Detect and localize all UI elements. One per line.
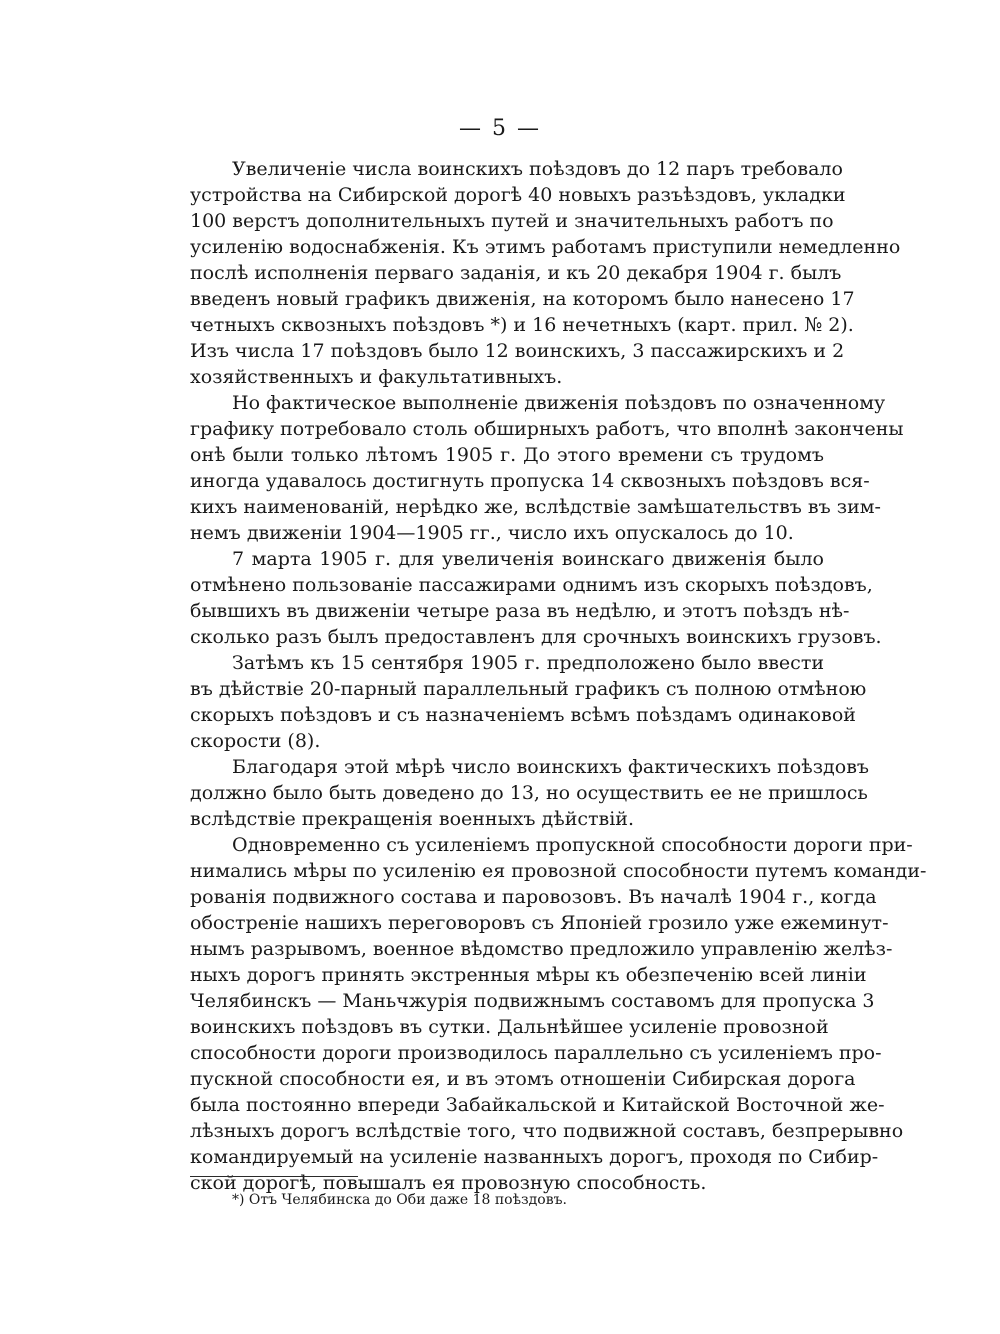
text-line: ныхъ дорогъ принять экстренныя мѣры къ обезпеченію всей линіи xyxy=(190,964,867,986)
text-line: Челябинскъ — Маньчжурія подвижнымъ составомъ для пропуска 3 xyxy=(190,990,875,1012)
text-line: Увеличеніе числа воинскихъ поѣздовъ до 12 паръ требовало xyxy=(232,158,843,180)
paragraph-6 xyxy=(190,832,927,1196)
text-line: была постоянно впереди Забайкальской и Китайской Восточной же- xyxy=(190,1094,885,1116)
text-line: обостреніе нашихъ переговоровъ съ Японіей грозило уже ежеминут- xyxy=(190,912,889,934)
text-line: онѣ были только лѣтомъ 1905 г. До этого времени съ трудомъ xyxy=(190,444,824,466)
text-line: способности дороги производилось параллельно съ усиленіемъ про- xyxy=(190,1042,882,1064)
text-line: пускной способности ея, и въ этомъ отношеніи Сибирская дорога xyxy=(190,1068,856,1090)
text-line: лѣзныхъ дорогъ вслѣдствіе того, что подвижной составъ, безпрерывно xyxy=(190,1120,904,1142)
text-line: Затѣмъ къ 15 сентября 1905 г. предположено было ввести xyxy=(232,652,824,674)
page-number: — 5 — xyxy=(459,116,541,141)
text-line: вслѣдствіе прекращенія военныхъ дѣйствій. xyxy=(190,808,635,830)
text-line: 100 верстъ дополнительныхъ путей и значительныхъ работъ по xyxy=(190,210,834,232)
text-line: воинскихъ поѣздовъ въ сутки. Дальнѣйшее усиленіе провозной xyxy=(190,1016,829,1038)
text-line: устройства на Сибирской дорогѣ 40 новыхъ разъѣздовъ, укладки xyxy=(190,184,846,206)
paragraph-1 xyxy=(190,156,901,390)
text-line: бывшихъ въ движеніи четыре раза въ недѣлю, и этотъ поѣздъ нѣ- xyxy=(190,600,850,622)
text-line: Но фактическое выполненіе движенія поѣздовъ по означенному xyxy=(232,392,886,414)
text-line: должно было быть доведено до 13, но осуществить ее не пришлось xyxy=(190,782,868,804)
text-line: ской дорогѣ, повышалъ ея провозную способность. xyxy=(190,1172,707,1194)
text-line: Одновременно съ усиленіемъ пропускной способности дороги при- xyxy=(232,834,913,856)
text-line: нымъ разрывомъ, военное вѣдомство предложило управленію желѣз- xyxy=(190,938,893,960)
text-line: четныхъ сквозныхъ поѣздовъ *) и 16 нечетныхъ (карт. прил. № 2). xyxy=(190,314,854,336)
paragraph-2 xyxy=(190,390,904,546)
text-line: введенъ новый графикъ движенія, на которомъ было нанесено 17 xyxy=(190,288,855,310)
text-line: сколько разъ былъ предоставленъ для срочныхъ воинскихъ грузовъ. xyxy=(190,626,882,648)
text-line: скорыхъ поѣздовъ и съ назначеніемъ всѣмъ поѣздамъ одинаковой xyxy=(190,704,856,726)
text-line: усиленію водоснабженія. Къ этимъ работамъ приступили немедленно xyxy=(190,236,901,258)
text-line: иногда удавалось достигнуть пропуска 14 сквозныхъ поѣздовъ вся- xyxy=(190,470,870,492)
footnote-divider xyxy=(190,1176,358,1177)
text-line: Благодаря этой мѣрѣ число воинскихъ фактическихъ поѣздовъ xyxy=(232,756,869,778)
text-line: рованія подвижного состава и паровозовъ. Въ началѣ 1904 г., когда xyxy=(190,886,877,908)
text-line: въ дѣйствіе 20-парный параллельный графикъ съ полною отмѣною xyxy=(190,678,867,700)
text-line: отмѣнено пользованіе пассажирами однимъ изъ скорыхъ поѣздовъ, xyxy=(190,574,873,596)
text-line: послѣ исполненія перваго заданія, и къ 20 декабря 1904 г. былъ xyxy=(190,262,842,284)
paragraph-4 xyxy=(190,650,867,754)
text-line: графику потребовало столь обширныхъ работъ, что вполнѣ закончены xyxy=(190,418,904,440)
text-line: скорости (8). xyxy=(190,730,321,752)
footnote: *) Отъ Челябинска до Оби даже 18 поѣздовъ. xyxy=(232,1192,567,1208)
text-line: кихъ наименованій, нерѣдко же, вслѣдствіе замѣшательствъ въ зим- xyxy=(190,496,881,518)
text-line: хозяйственныхъ и факультативныхъ. xyxy=(190,366,563,388)
text-line: Изъ числа 17 поѣздовъ было 12 воинскихъ, 3 пассажирскихъ и 2 xyxy=(190,340,845,362)
text-line: 7 марта 1905 г. для увеличенія воинскаго движенія было xyxy=(232,548,824,570)
paragraph-5 xyxy=(190,754,869,832)
body-text xyxy=(190,156,927,1196)
text-line: командируемый на усиленіе названныхъ дорогъ, проходя по Сибир- xyxy=(190,1146,879,1168)
text-line: нимались мѣры по усиленію ея провозной способности путемъ команди- xyxy=(190,860,927,882)
paragraph-3 xyxy=(190,546,882,650)
text-line: немъ движеніи 1904—1905 гг., число ихъ опускалось до 10. xyxy=(190,522,794,544)
